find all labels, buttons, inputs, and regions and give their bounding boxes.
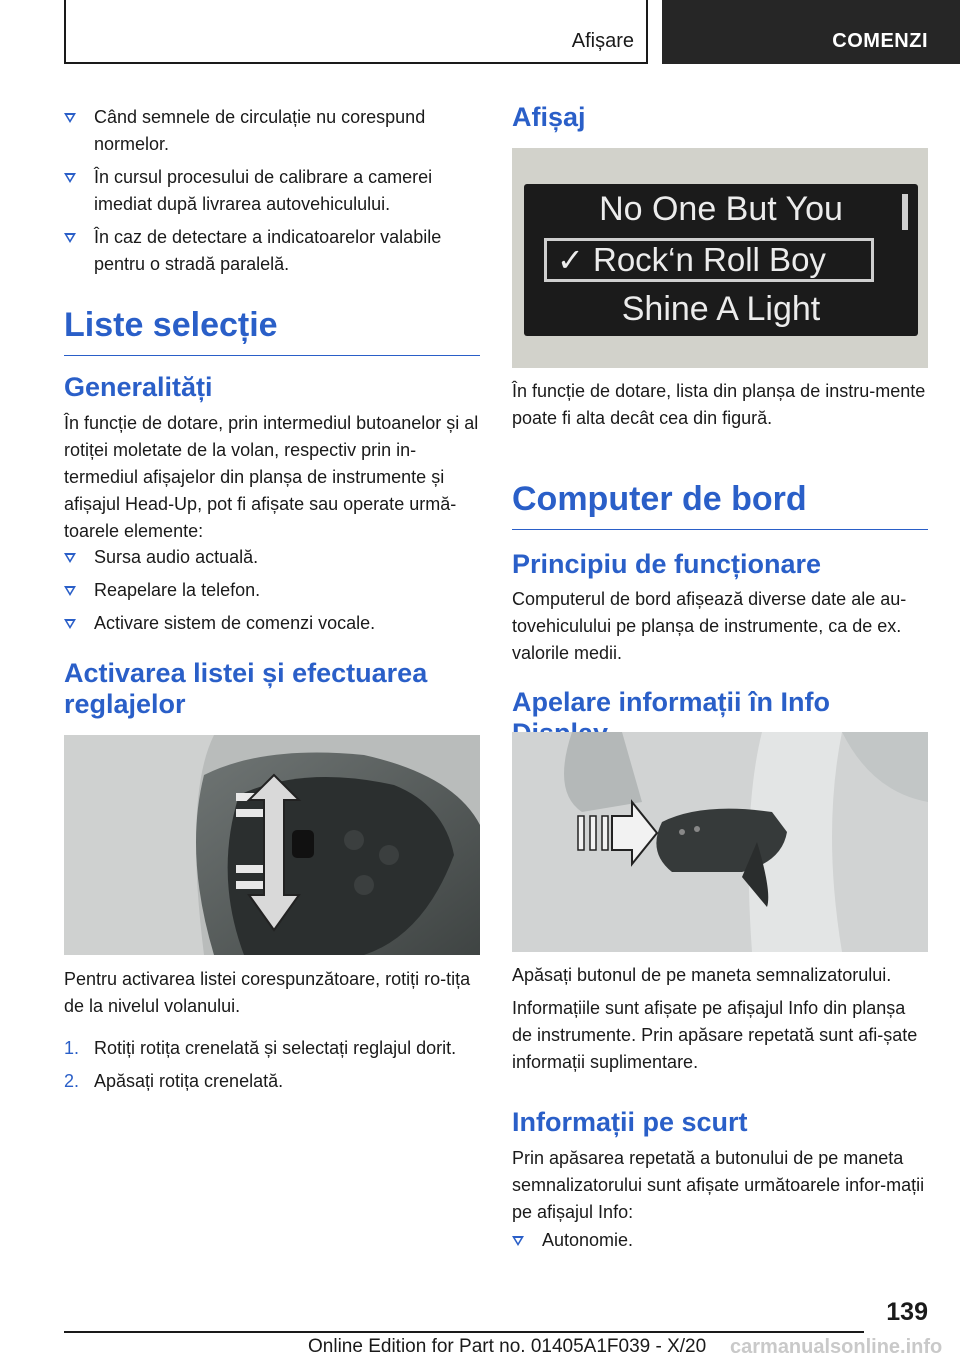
list-item: 1. Rotiți rotița crenelată și selectați reglajul dorit. <box>64 1038 457 1058</box>
triangle-bullet-icon <box>64 553 76 563</box>
call-text-2: Informațiile sunt afișate pe afișajul Info din planșa de instrumente. Prin apăsare repetată sunt afi-șate informații suplimentare. <box>512 998 918 1072</box>
header-title: Afișare <box>571 30 634 52</box>
display-item: Shine A Light <box>621 290 821 328</box>
page-number: 139 <box>886 1298 928 1326</box>
list-item: Activare sistem de comenzi vocale. <box>64 610 480 637</box>
display-text: În funcție de dotare, lista din planșa de instru-mente poate fi alta decât cea din figură. <box>512 381 926 428</box>
triangle-bullet-icon <box>64 233 76 243</box>
heading-call: Apelare informații în Info <box>512 687 831 717</box>
heading-activate: Activarea listei și efectuarea reglajelor <box>64 658 428 719</box>
footer-divider <box>64 1331 864 1333</box>
principle-text: Computerul de bord afișează diverse date ale au-tovehiculului pe planșa de instrumente, ca de ex. valorile medii. <box>512 589 907 663</box>
list-item: Reapelare la telefon. <box>64 577 480 604</box>
heading-short: Informații pe scurt <box>512 1107 748 1137</box>
steering-wheel-drawing <box>64 735 480 955</box>
heading-computer: Computer de bord <box>512 480 928 530</box>
general-bullet-list <box>64 544 480 643</box>
list-item: Autonomie. <box>512 1227 928 1254</box>
triangle-bullet-icon <box>512 1236 524 1246</box>
heading-general: Generalități <box>64 372 213 402</box>
list-item: Sursa audio actuală. <box>64 544 480 571</box>
general-text: În funcție de dotare, prin intermediul butoanelor și al rotiței moletate de la volan, respectiv prin in-termediul afișajelor din planșa de instrumente și afișajul Head-Up, pot fi afișate sau operate urmă-toarele elemente: <box>64 413 479 541</box>
display-illustration <box>512 148 928 368</box>
steering-wheel-illustration <box>64 735 480 955</box>
heading-display: Afișaj <box>512 102 586 132</box>
triangle-bullet-icon <box>64 619 76 629</box>
header-section: COMENZI <box>832 30 928 52</box>
list-item: Când semnele de circulație nu corespund normelor. <box>64 104 480 158</box>
edition-text: Online Edition for Part no. 01405A1F039 - X/20 <box>308 1336 707 1357</box>
triangle-bullet-icon <box>64 173 76 183</box>
display-screen <box>524 184 918 336</box>
heading-lists: Liste selecție <box>64 306 480 356</box>
stalk-drawing <box>512 732 928 952</box>
display-selection-box <box>544 238 874 282</box>
top-bullet-list <box>64 104 480 284</box>
turn-signal-stalk-illustration <box>512 732 928 952</box>
short-text: Prin apăsarea repetată a butonului de pe maneta semnalizatorului sunt afișate următoarele infor-mații pe afișajul Info: <box>512 1148 925 1222</box>
checkmark-icon: ✓ <box>557 242 584 278</box>
header-title-box <box>64 0 648 64</box>
header-section-box <box>662 0 960 64</box>
steps-list <box>64 1035 480 1101</box>
short-bullet-list <box>512 1227 928 1260</box>
triangle-bullet-icon <box>64 586 76 596</box>
list-item: În cursul procesului de calibrare a camerei imediat după livrarea autovehiculului. <box>64 164 480 218</box>
heading-principle: Principiu de funcționare <box>512 549 822 579</box>
thumbwheel-icon <box>292 830 314 858</box>
call-text-1: Apăsați butonul de pe maneta semnalizatorului. <box>512 965 892 985</box>
activate-text: Pentru activarea listei corespunzătoare, rotiți ro-tița de la nivelul volanului. <box>64 969 471 1016</box>
display-item: No One But You <box>599 190 843 228</box>
triangle-bullet-icon <box>64 113 76 123</box>
scrollbar-indicator <box>902 194 908 230</box>
list-item: În caz de detectare a indicatoarelor valabile pentru o stradă paralelă. <box>64 224 480 278</box>
list-item: 2. Apăsați rotița crenelată. <box>64 1071 284 1091</box>
display-item-selected: Rock‘n Roll Boy <box>593 241 826 278</box>
watermark: carmanualsonline.info <box>730 1336 943 1358</box>
